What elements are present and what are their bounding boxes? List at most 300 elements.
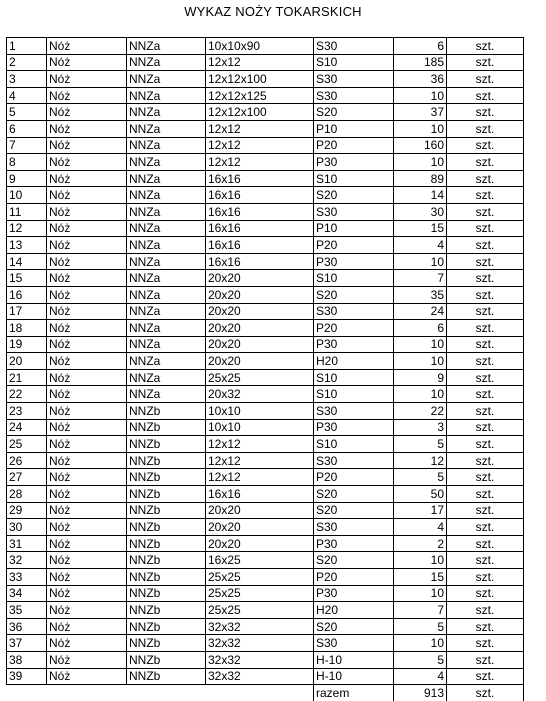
document-title: WYKAZ NOŻY TOKARSKICH [184,4,362,19]
unit-cell: szt. [447,618,524,635]
size-cell: 20x20 [206,286,314,303]
quantity-cell: 4 [394,519,447,536]
table-row [7,220,524,237]
lp-cell: 17 [7,303,47,320]
quantity-cell: 10 [394,154,447,171]
grade-cell: S10 [314,270,394,287]
quantity-cell: 10 [394,253,447,270]
item-cell: Nóż [47,419,127,436]
type-cell: NNZb [127,502,206,519]
grade-cell: P20 [314,569,394,586]
unit-cell: szt. [447,585,524,602]
grade-cell: S30 [314,635,394,652]
lp-cell: 18 [7,320,47,337]
item-cell: Nóż [47,203,127,220]
lp-cell: 22 [7,386,47,403]
quantity-cell: 10 [394,336,447,353]
size-cell: 12x12 [206,436,314,453]
item-cell: Nóż [47,436,127,453]
unit-cell: szt. [447,137,524,154]
table-row [7,635,524,652]
summary-row [7,685,524,701]
unit-cell: szt. [447,286,524,303]
grade-cell: S20 [314,104,394,121]
table-row [7,552,524,569]
item-cell: Nóż [47,569,127,586]
lp-cell: 16 [7,286,47,303]
quantity-cell: 7 [394,602,447,619]
lp-cell: 33 [7,569,47,586]
lp-cell: 34 [7,585,47,602]
lp-cell: 9 [7,170,47,187]
quantity-cell: 6 [394,320,447,337]
type-cell: NNZa [127,120,206,137]
table-row [7,286,524,303]
unit-cell: szt. [447,154,524,171]
table-row [7,38,524,55]
size-cell: 16x16 [206,237,314,254]
table-row [7,54,524,71]
item-cell: Nóż [47,104,127,121]
summary-empty-cell [127,685,206,701]
table-row [7,535,524,552]
lp-cell: 12 [7,220,47,237]
table-row [7,436,524,453]
grade-cell: H20 [314,602,394,619]
unit-cell: szt. [447,486,524,503]
type-cell: NNZa [127,154,206,171]
grade-cell: S10 [314,386,394,403]
unit-cell: szt. [447,535,524,552]
quantity-cell: 2 [394,535,447,552]
grade-cell: S20 [314,486,394,503]
quantity-cell: 22 [394,403,447,420]
lp-cell: 27 [7,469,47,486]
lp-cell: 21 [7,369,47,386]
type-cell: NNZb [127,552,206,569]
quantity-cell: 5 [394,469,447,486]
grade-cell: P10 [314,120,394,137]
type-cell: NNZa [127,87,206,104]
item-cell: Nóż [47,386,127,403]
lp-cell: 32 [7,552,47,569]
table-row [7,502,524,519]
item-cell: Nóż [47,618,127,635]
lp-cell: 2 [7,54,47,71]
table-row [7,585,524,602]
unit-cell: szt. [447,170,524,187]
quantity-cell: 6 [394,38,447,55]
quantity-cell: 35 [394,286,447,303]
size-cell: 20x20 [206,519,314,536]
quantity-cell: 15 [394,569,447,586]
unit-cell: szt. [447,469,524,486]
lp-cell: 38 [7,651,47,668]
type-cell: NNZb [127,602,206,619]
type-cell: NNZa [127,286,206,303]
item-cell: Nóż [47,585,127,602]
quantity-cell: 89 [394,170,447,187]
size-cell: 20x20 [206,320,314,337]
grade-cell: P20 [314,137,394,154]
summary-empty-cell [7,685,47,701]
table-row [7,419,524,436]
lp-cell: 10 [7,187,47,204]
item-cell: Nóż [47,535,127,552]
unit-cell: szt. [447,353,524,370]
type-cell: NNZb [127,519,206,536]
quantity-cell: 185 [394,54,447,71]
grade-cell: H-10 [314,651,394,668]
type-cell: NNZb [127,486,206,503]
grade-cell: P30 [314,419,394,436]
item-cell: Nóż [47,635,127,652]
lp-cell: 39 [7,668,47,685]
grade-cell: S10 [314,436,394,453]
item-cell: Nóż [47,270,127,287]
unit-cell: szt. [447,436,524,453]
item-cell: Nóż [47,651,127,668]
lp-cell: 11 [7,203,47,220]
size-cell: 16x16 [206,220,314,237]
unit-cell: szt. [447,369,524,386]
size-cell: 16x16 [206,253,314,270]
quantity-cell: 24 [394,303,447,320]
table-row [7,651,524,668]
item-cell: Nóż [47,369,127,386]
size-cell: 16x25 [206,552,314,569]
type-cell: NNZb [127,668,206,685]
quantity-cell: 10 [394,353,447,370]
item-cell: Nóż [47,253,127,270]
size-cell: 20x20 [206,303,314,320]
item-cell: Nóż [47,452,127,469]
table-row [7,668,524,685]
table-row [7,353,524,370]
table-row [7,369,524,386]
table-row [7,137,524,154]
type-cell: NNZa [127,203,206,220]
item-cell: Nóż [47,187,127,204]
quantity-cell: 5 [394,436,447,453]
lp-cell: 28 [7,486,47,503]
grade-cell: S10 [314,54,394,71]
lp-cell: 19 [7,336,47,353]
unit-cell: szt. [447,54,524,71]
summary-empty-cell [47,685,127,701]
item-cell: Nóż [47,237,127,254]
size-cell: 16x16 [206,203,314,220]
size-cell: 20x20 [206,270,314,287]
grade-cell: P20 [314,237,394,254]
unit-cell: szt. [447,668,524,685]
lp-cell: 24 [7,419,47,436]
grade-cell: S30 [314,87,394,104]
size-cell: 12x12 [206,120,314,137]
type-cell: NNZb [127,419,206,436]
size-cell: 12x12 [206,469,314,486]
quantity-cell: 3 [394,419,447,436]
inventory-table [6,37,524,701]
type-cell: NNZb [127,403,206,420]
item-cell: Nóż [47,120,127,137]
lp-cell: 35 [7,602,47,619]
type-cell: NNZb [127,436,206,453]
lp-cell: 6 [7,120,47,137]
unit-cell: szt. [447,120,524,137]
size-cell: 20x20 [206,353,314,370]
type-cell: NNZa [127,54,206,71]
summary-unit: szt. [447,685,524,701]
size-cell: 25x25 [206,569,314,586]
type-cell: NNZa [127,187,206,204]
grade-cell: P30 [314,154,394,171]
size-cell: 20x32 [206,386,314,403]
item-cell: Nóż [47,353,127,370]
type-cell: NNZa [127,320,206,337]
unit-cell: szt. [447,87,524,104]
table-row [7,320,524,337]
quantity-cell: 17 [394,502,447,519]
size-cell: 12x12x100 [206,71,314,88]
grade-cell: P20 [314,320,394,337]
size-cell: 10x10 [206,419,314,436]
size-cell: 10x10 [206,403,314,420]
table-row [7,303,524,320]
table-row [7,237,524,254]
type-cell: NNZa [127,220,206,237]
unit-cell: szt. [447,552,524,569]
lp-cell: 37 [7,635,47,652]
size-cell: 12x12x125 [206,87,314,104]
quantity-cell: 37 [394,104,447,121]
summary-total: 913 [394,685,447,701]
unit-cell: szt. [447,237,524,254]
table-row [7,270,524,287]
grade-cell: P30 [314,253,394,270]
item-cell: Nóż [47,602,127,619]
quantity-cell: 10 [394,552,447,569]
grade-cell: S10 [314,170,394,187]
quantity-cell: 5 [394,651,447,668]
unit-cell: szt. [447,38,524,55]
type-cell: NNZb [127,569,206,586]
size-cell: 32x32 [206,635,314,652]
type-cell: NNZa [127,137,206,154]
type-cell: NNZa [127,253,206,270]
grade-cell: S30 [314,71,394,88]
item-cell: Nóż [47,220,127,237]
table-row [7,87,524,104]
table-row [7,120,524,137]
quantity-cell: 10 [394,585,447,602]
size-cell: 12x12 [206,54,314,71]
lp-cell: 29 [7,502,47,519]
grade-cell: P20 [314,469,394,486]
size-cell: 16x16 [206,486,314,503]
size-cell: 12x12x100 [206,104,314,121]
type-cell: NNZa [127,303,206,320]
unit-cell: szt. [447,220,524,237]
item-cell: Nóż [47,403,127,420]
quantity-cell: 50 [394,486,447,503]
grade-cell: H20 [314,353,394,370]
type-cell: NNZa [127,170,206,187]
size-cell: 20x20 [206,535,314,552]
table-row [7,486,524,503]
item-cell: Nóż [47,668,127,685]
unit-cell: szt. [447,452,524,469]
type-cell: NNZa [127,71,206,88]
lp-cell: 5 [7,104,47,121]
unit-cell: szt. [447,403,524,420]
lp-cell: 31 [7,535,47,552]
table-row [7,386,524,403]
quantity-cell: 4 [394,668,447,685]
lp-cell: 36 [7,618,47,635]
type-cell: NNZb [127,651,206,668]
unit-cell: szt. [447,635,524,652]
lp-cell: 30 [7,519,47,536]
quantity-cell: 10 [394,120,447,137]
quantity-cell: 7 [394,270,447,287]
lp-cell: 13 [7,237,47,254]
grade-cell: P10 [314,220,394,237]
table-row [7,154,524,171]
size-cell: 16x16 [206,187,314,204]
type-cell: NNZb [127,535,206,552]
table-row [7,469,524,486]
quantity-cell: 36 [394,71,447,88]
size-cell: 12x12 [206,452,314,469]
unit-cell: szt. [447,303,524,320]
quantity-cell: 10 [394,635,447,652]
table-row [7,71,524,88]
grade-cell: S10 [314,369,394,386]
table-row [7,253,524,270]
quantity-cell: 30 [394,203,447,220]
item-cell: Nóż [47,502,127,519]
lp-cell: 1 [7,38,47,55]
size-cell: 10x10x90 [206,38,314,55]
quantity-cell: 12 [394,452,447,469]
unit-cell: szt. [447,71,524,88]
quantity-cell: 15 [394,220,447,237]
grade-cell: S20 [314,618,394,635]
quantity-cell: 4 [394,237,447,254]
item-cell: Nóż [47,320,127,337]
lp-cell: 20 [7,353,47,370]
unit-cell: szt. [447,386,524,403]
unit-cell: szt. [447,320,524,337]
unit-cell: szt. [447,104,524,121]
item-cell: Nóż [47,170,127,187]
item-cell: Nóż [47,552,127,569]
size-cell: 32x32 [206,651,314,668]
type-cell: NNZa [127,38,206,55]
quantity-cell: 9 [394,369,447,386]
unit-cell: szt. [447,419,524,436]
type-cell: NNZa [127,237,206,254]
table-row [7,187,524,204]
grade-cell: P30 [314,336,394,353]
size-cell: 12x12 [206,154,314,171]
lp-cell: 15 [7,270,47,287]
size-cell: 25x25 [206,369,314,386]
type-cell: NNZb [127,635,206,652]
grade-cell: P30 [314,585,394,602]
grade-cell: S30 [314,38,394,55]
item-cell: Nóż [47,38,127,55]
type-cell: NNZb [127,452,206,469]
item-cell: Nóż [47,54,127,71]
item-cell: Nóż [47,71,127,88]
table-row [7,203,524,220]
size-cell: 32x32 [206,668,314,685]
table-row [7,569,524,586]
item-cell: Nóż [47,336,127,353]
type-cell: NNZb [127,469,206,486]
summary-label: razem [314,685,394,701]
quantity-cell: 10 [394,87,447,104]
item-cell: Nóż [47,486,127,503]
grade-cell: S30 [314,303,394,320]
type-cell: NNZb [127,618,206,635]
item-cell: Nóż [47,286,127,303]
quantity-cell: 10 [394,386,447,403]
size-cell: 20x20 [206,502,314,519]
lp-cell: 7 [7,137,47,154]
unit-cell: szt. [447,502,524,519]
grade-cell: S20 [314,552,394,569]
lp-cell: 23 [7,403,47,420]
unit-cell: szt. [447,569,524,586]
size-cell: 20x20 [206,336,314,353]
unit-cell: szt. [447,187,524,204]
lp-cell: 14 [7,253,47,270]
grade-cell: H-10 [314,668,394,685]
type-cell: NNZa [127,270,206,287]
grade-cell: S30 [314,452,394,469]
quantity-cell: 5 [394,618,447,635]
lp-cell: 4 [7,87,47,104]
table-row [7,602,524,619]
lp-cell: 8 [7,154,47,171]
table-row [7,170,524,187]
item-cell: Nóż [47,137,127,154]
type-cell: NNZa [127,353,206,370]
table-row [7,452,524,469]
quantity-cell: 14 [394,187,447,204]
grade-cell: S30 [314,403,394,420]
type-cell: NNZb [127,585,206,602]
unit-cell: szt. [447,602,524,619]
type-cell: NNZa [127,386,206,403]
grade-cell: S30 [314,519,394,536]
grade-cell: S20 [314,187,394,204]
type-cell: NNZa [127,336,206,353]
table-row [7,104,524,121]
lp-cell: 26 [7,452,47,469]
size-cell: 12x12 [206,137,314,154]
item-cell: Nóż [47,303,127,320]
table-row [7,618,524,635]
table-row [7,403,524,420]
table-row [7,519,524,536]
lp-cell: 25 [7,436,47,453]
summary-empty-cell [206,685,314,701]
lp-cell: 3 [7,71,47,88]
